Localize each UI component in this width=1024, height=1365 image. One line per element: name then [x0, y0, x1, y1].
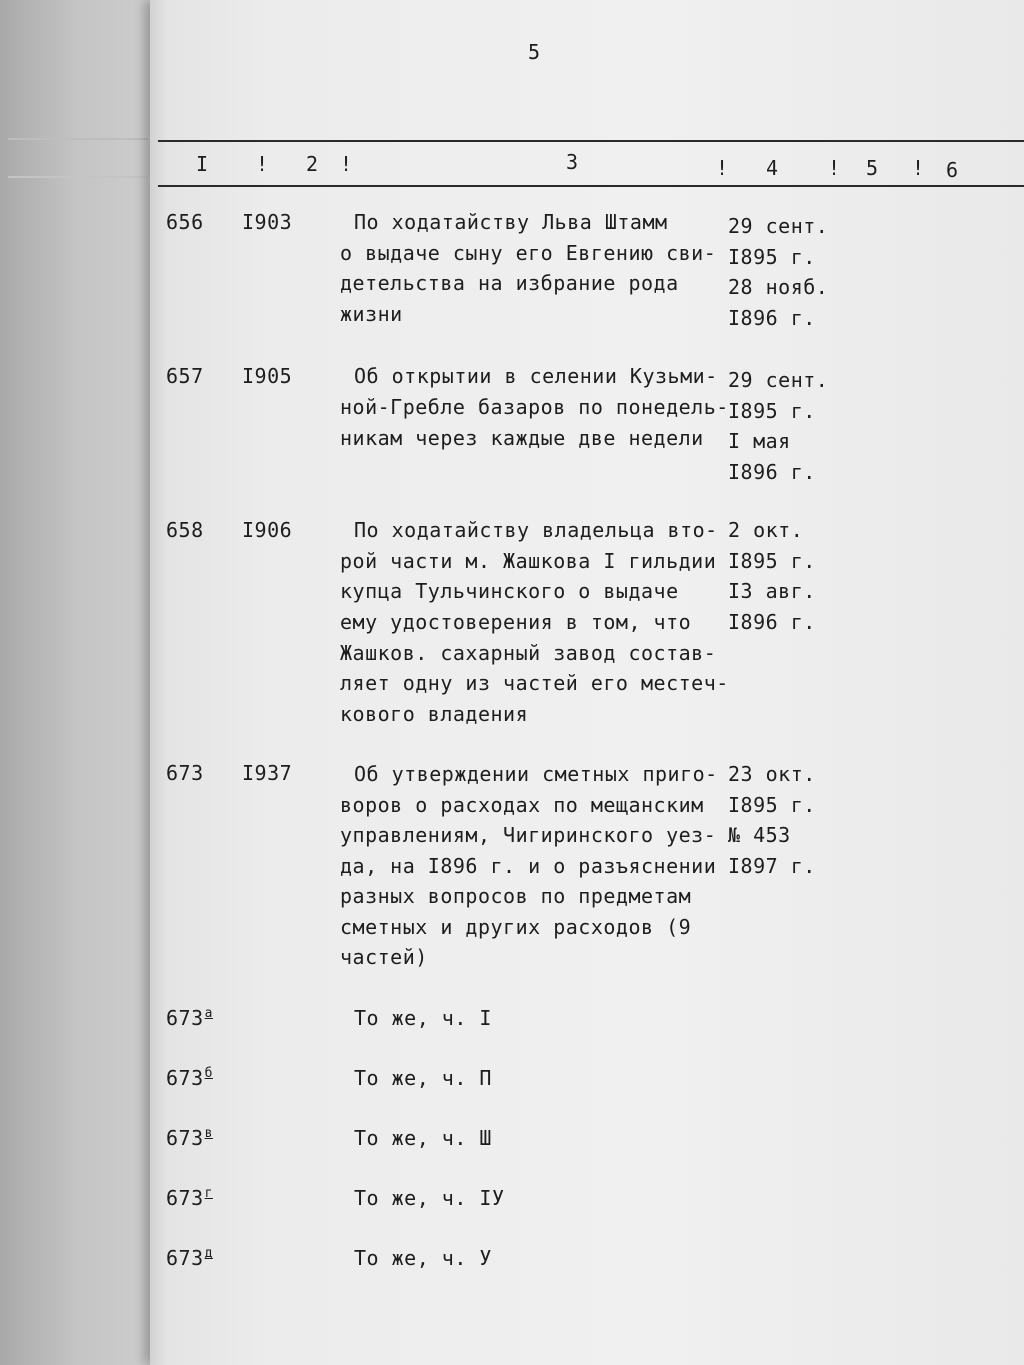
row-title-line: частей) — [340, 945, 428, 969]
header-col-5: 5 — [866, 156, 879, 180]
row-title-line: кового владения — [340, 702, 529, 726]
row-number: 673 — [166, 761, 204, 785]
row-title-line: По ходатайству владельца вто- — [354, 518, 718, 542]
row-title-line: сметных и других расходов (9 — [340, 915, 692, 939]
header-sep-3: ! — [716, 156, 729, 180]
sub-row-number — [166, 1006, 213, 1030]
row-date: 28 нояб. — [728, 275, 829, 299]
row-date: I895 г. — [728, 245, 816, 269]
row-ref: I903 — [242, 210, 293, 234]
sub-row-text: То же, ч. П — [354, 1066, 492, 1090]
sub-row-letter: г — [204, 1186, 213, 1202]
sub-row-letter: в — [204, 1126, 213, 1142]
row-title-line: разных вопросов по предметам — [340, 884, 692, 908]
row-date: I3 авг. — [728, 579, 816, 603]
sub-row-number — [166, 1246, 213, 1270]
sub-row-number-base: 673 — [166, 1066, 204, 1090]
sub-row-text: То же, ч. Ш — [354, 1126, 492, 1150]
row-title-line: ной-Гребле базаров по понедель- — [340, 395, 729, 419]
row-title-line: управлениям, Чигиринского уез- — [340, 823, 717, 847]
row-title-line: жизни — [340, 302, 403, 326]
header-sep-2: ! — [340, 152, 353, 176]
header-col-3: 3 — [566, 150, 579, 174]
row-title-line: ляет одну из частей его местеч- — [340, 671, 729, 695]
row-date: I895 г. — [728, 549, 816, 573]
sub-row-text: То же, ч. У — [354, 1246, 492, 1270]
row-title-line: ему удостоверения в том, что — [340, 610, 692, 634]
row-date: I896 г. — [728, 460, 816, 484]
sub-row-letter: д — [204, 1246, 213, 1262]
header-bottom-rule — [158, 185, 1024, 187]
row-date: I895 г. — [728, 399, 816, 423]
row-title-line: Жашков. сахарный завод состав- — [340, 641, 717, 665]
sub-row-letter: б — [204, 1066, 213, 1082]
row-date: I897 г. — [728, 854, 816, 878]
row-title-line: детельства на избрание рода — [340, 271, 679, 295]
row-date: I896 г. — [728, 610, 816, 634]
sub-row-number — [166, 1186, 213, 1210]
row-title-line: купца Тульчинского о выдаче — [340, 579, 679, 603]
row-date: № 453 — [728, 823, 791, 847]
row-title-line: По ходатайству Льва Штамм — [354, 210, 668, 234]
header-col-6: 6 — [946, 158, 959, 182]
sub-row-text: То же, ч. IУ — [354, 1186, 505, 1210]
row-title-line: Об открытии в селении Кузьми- — [354, 364, 718, 388]
sub-row-number-base: 673 — [166, 1006, 204, 1030]
header-top-rule — [158, 140, 1024, 142]
row-title-line: о выдаче сыну его Евгению сви- — [340, 241, 717, 265]
row-date: 29 сент. — [728, 368, 829, 392]
row-date: I мая — [728, 429, 791, 453]
sub-row-number-base: 673 — [166, 1246, 204, 1270]
row-title-line: Об утверждении сметных приго- — [354, 762, 718, 786]
sub-row-number-base: 673 — [166, 1186, 204, 1210]
header-sep-1: ! — [256, 152, 269, 176]
header-col-2: 2 — [306, 152, 319, 176]
row-number: 657 — [166, 364, 204, 388]
page-number: 5 — [528, 40, 541, 64]
header-sep-4: ! — [828, 156, 841, 180]
row-number: 658 — [166, 518, 204, 542]
sub-row-number — [166, 1066, 213, 1090]
row-title-line: рой части м. Жашкова I гильдии — [340, 549, 717, 573]
row-title-line: никам через каждые две недели — [340, 426, 704, 450]
header-col-4: 4 — [766, 156, 779, 180]
sub-row-number — [166, 1126, 213, 1150]
sub-row-letter: а — [204, 1006, 213, 1022]
underlying-page — [0, 0, 170, 1365]
row-number: 656 — [166, 210, 204, 234]
row-date: I896 г. — [728, 306, 816, 330]
sub-row-number-base: 673 — [166, 1126, 204, 1150]
header-col-1: I — [196, 152, 209, 176]
row-date: 29 сент. — [728, 214, 829, 238]
row-title-line: воров о расходах по мещанским — [340, 793, 704, 817]
row-date: I895 г. — [728, 793, 816, 817]
row-title-line: да, на I896 г. и о разъяснении — [340, 854, 717, 878]
row-ref: I937 — [242, 761, 293, 785]
sub-row-text: То же, ч. I — [354, 1006, 492, 1030]
header-sep-5: ! — [912, 156, 925, 180]
row-date: 2 окт. — [728, 518, 804, 542]
row-date: 23 окт. — [728, 762, 816, 786]
row-ref: I905 — [242, 364, 293, 388]
row-ref: I906 — [242, 518, 293, 542]
